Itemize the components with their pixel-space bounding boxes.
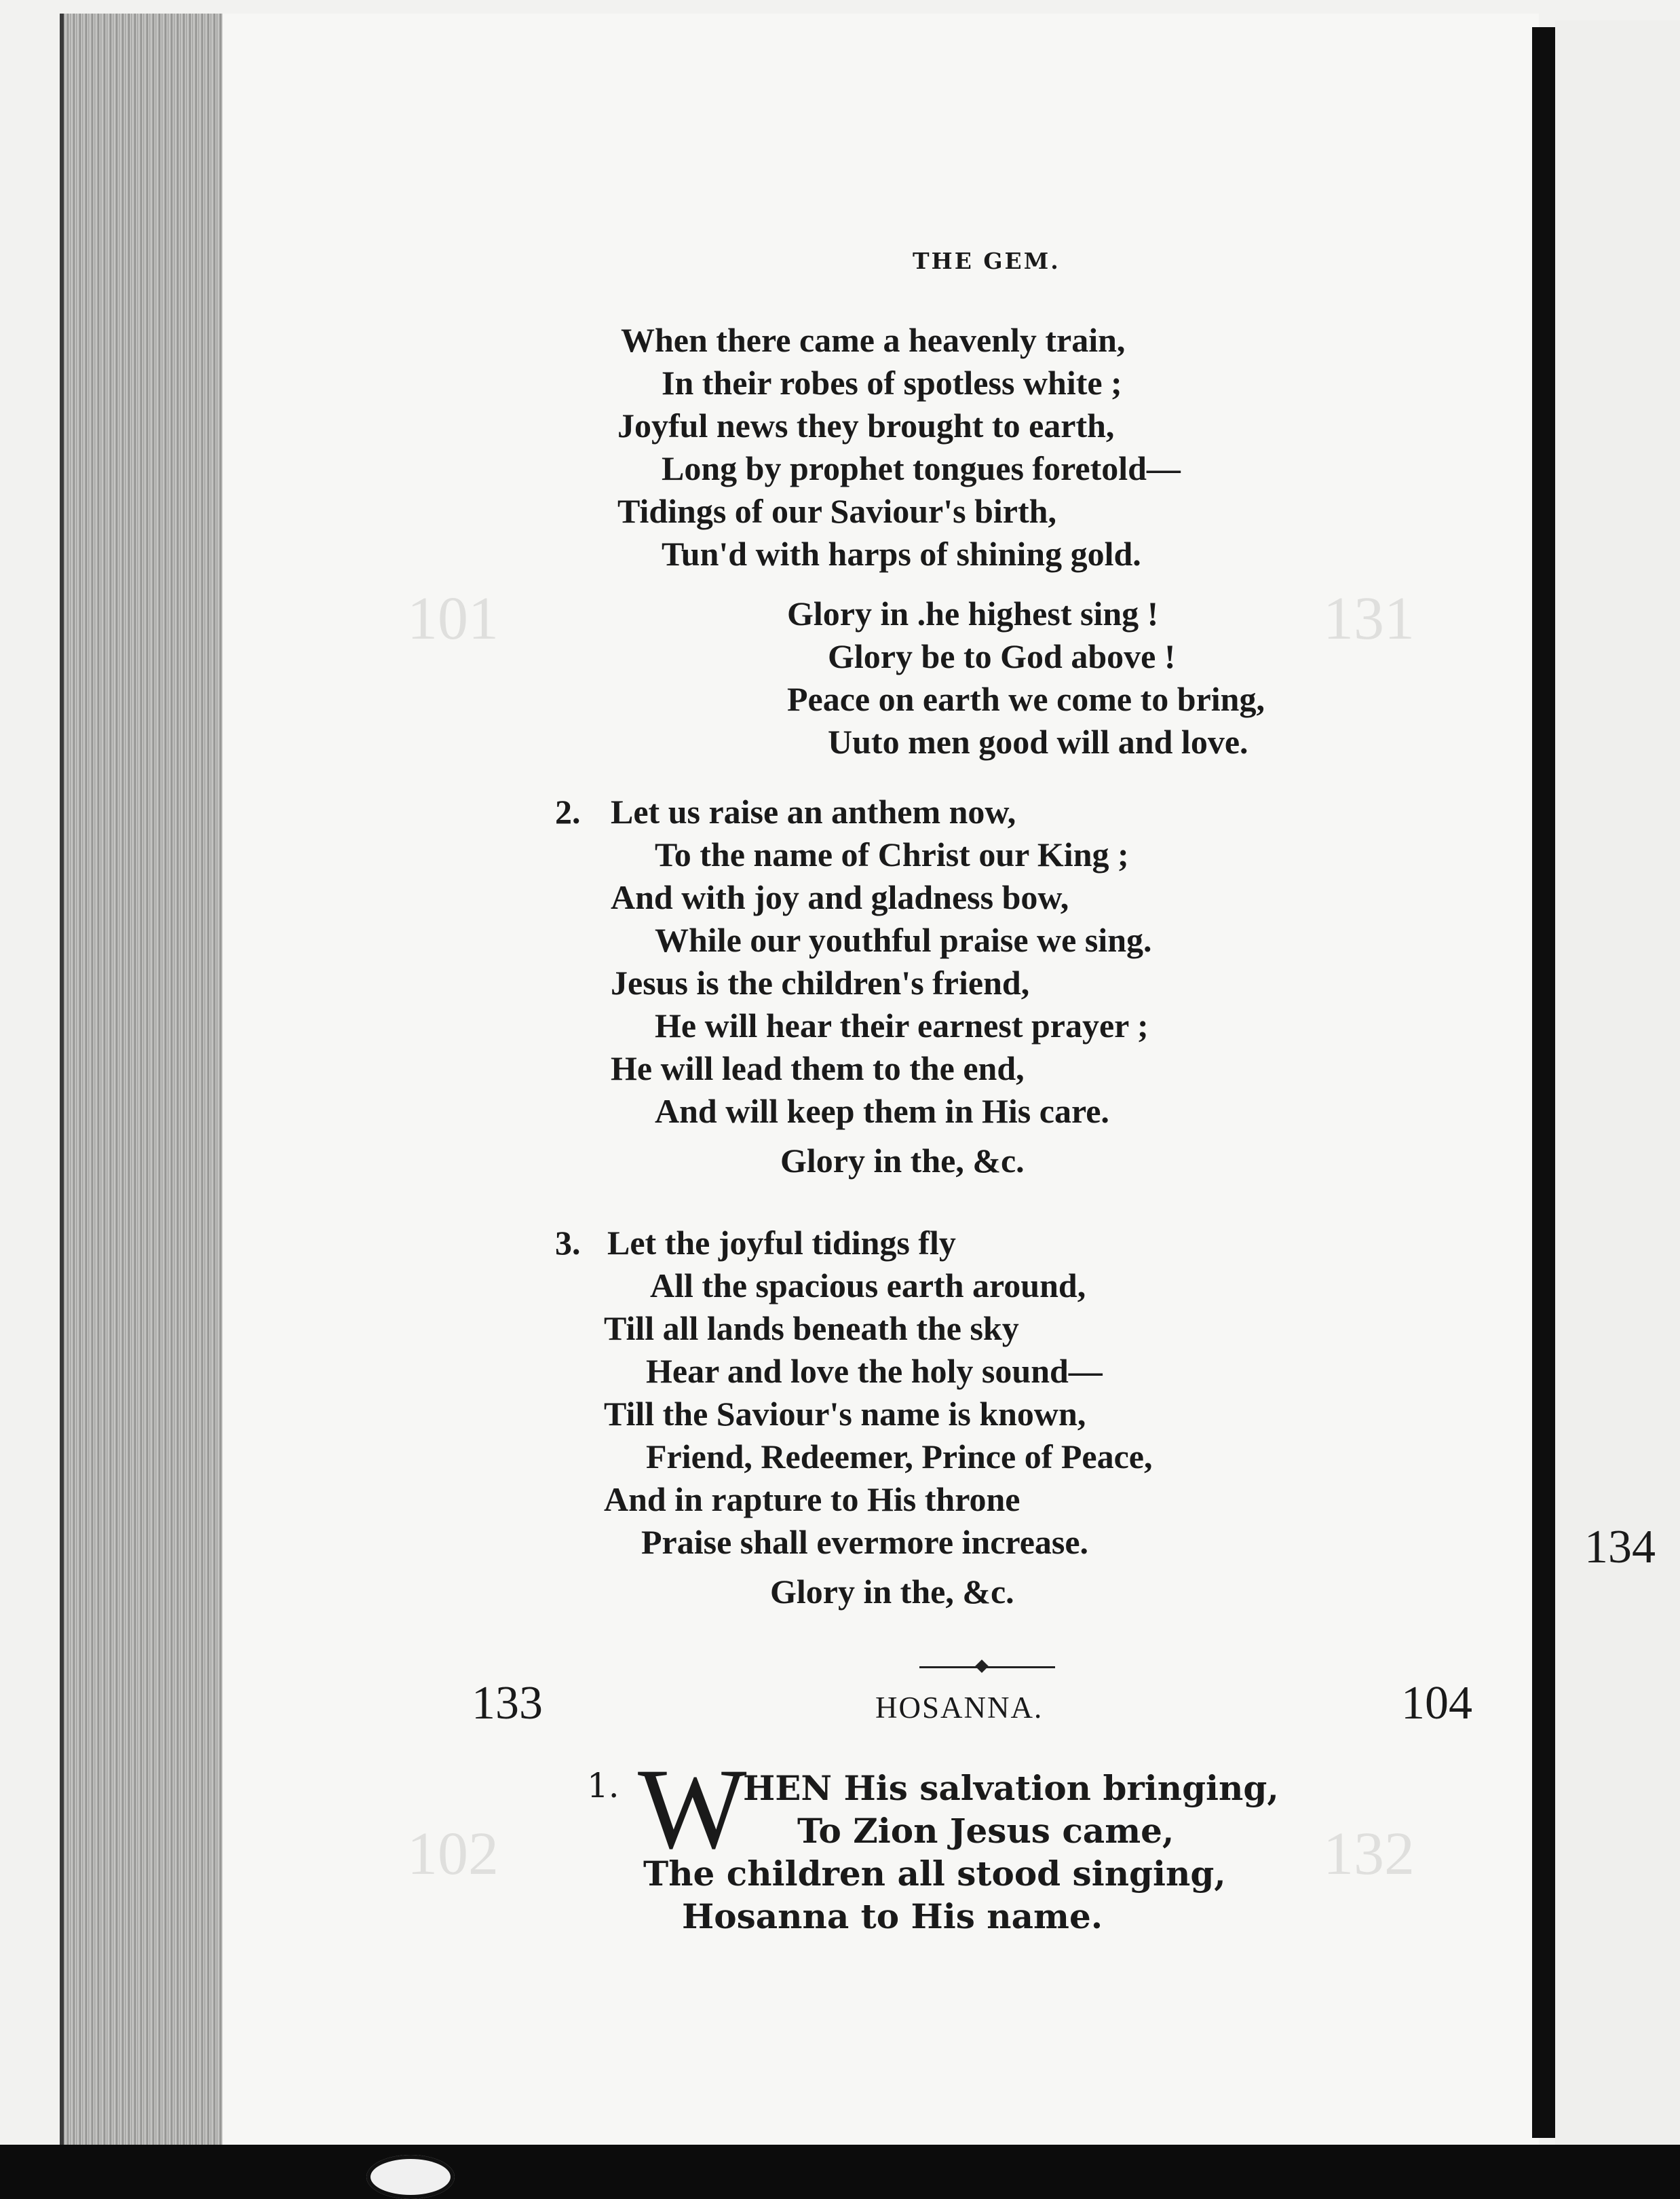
verse-line: And in rapture to His throne xyxy=(604,1480,1020,1518)
verse-line: In their robes of spotless white ; xyxy=(662,364,1122,402)
verse-line: When there came a heavenly train, xyxy=(621,321,1126,359)
verse-line: And will keep them in His care. xyxy=(655,1092,1109,1130)
verse-line: Hear and love the holy sound— xyxy=(646,1352,1103,1390)
verse-line: HEN His salvation bringing, xyxy=(743,1768,1279,1808)
verse-line: Joyful news they brought to earth, xyxy=(617,407,1115,445)
verse-line: Let us raise an anthem now, xyxy=(611,793,1016,831)
verse-line: Hosanna to His name. xyxy=(682,1896,1103,1936)
bleed-number-d: 102 xyxy=(407,1820,499,1887)
paper-blot xyxy=(366,2155,455,2199)
verse-line: He will lead them to the end, xyxy=(611,1049,1025,1087)
chorus-line: Glory in .he highest sing ! xyxy=(787,595,1159,633)
verse-line: To the name of Christ our King ; xyxy=(655,835,1129,873)
verse-line: To Zion Jesus came, xyxy=(797,1811,1175,1851)
refrain-line: Glory in the, &c. xyxy=(770,1573,1014,1611)
drop-cap: W xyxy=(638,1745,747,1873)
verse-line: He will hear their earnest prayer ; xyxy=(655,1007,1149,1045)
verse-line: And with joy and gladness bow, xyxy=(611,878,1069,916)
verse-line: Long by prophet tongues foretold— xyxy=(662,449,1181,487)
bleed-number-a: 131 xyxy=(1323,585,1415,652)
facing-page xyxy=(1555,20,1680,2145)
hymn-title: HOSANNA. xyxy=(875,1691,1044,1725)
verse-number: 3. xyxy=(555,1224,581,1262)
verse-line: While our youthful praise we sing. xyxy=(655,921,1152,959)
verse-number: 2. xyxy=(555,793,581,831)
verse-line: Till the Saviour's name is known, xyxy=(604,1395,1086,1433)
verse-line: All the spacious earth around, xyxy=(650,1266,1086,1304)
chorus-line: Glory be to God above ! xyxy=(828,637,1176,675)
verse-line: Tun'd with harps of shining gold. xyxy=(662,535,1141,573)
book-page-edges xyxy=(60,14,227,2145)
verse-line: Friend, Redeemer, Prince of Peace, xyxy=(646,1437,1153,1476)
chorus-line: Peace on earth we come to bring, xyxy=(787,680,1265,718)
scan-border xyxy=(0,2145,1680,2199)
verse-line: Praise shall evermore increase. xyxy=(641,1523,1089,1561)
verse-line: The children all stood singing, xyxy=(643,1854,1226,1894)
facing-page-number: 134 xyxy=(1584,1521,1656,1573)
chorus-line: Uuto men good will and love. xyxy=(828,723,1248,761)
verse-line: Let the joyful tidings fly xyxy=(607,1224,956,1262)
running-head: THE GEM. xyxy=(913,248,1061,274)
verse-line: Till all lands beneath the sky xyxy=(604,1309,1019,1347)
refrain-line: Glory in the, &c. xyxy=(780,1142,1025,1180)
hymn-number-left: 133 xyxy=(472,1677,543,1729)
verse-line: Jesus is the children's friend, xyxy=(611,964,1030,1002)
hymn-number-right: 104 xyxy=(1401,1677,1472,1729)
verse-line: Tidings of our Saviour's birth, xyxy=(617,492,1056,530)
bleed-number-c: 132 xyxy=(1323,1820,1415,1887)
book-gutter xyxy=(1532,27,1555,2138)
verse-number: 1. xyxy=(587,1766,619,1805)
bleed-number-b: 101 xyxy=(407,585,499,652)
